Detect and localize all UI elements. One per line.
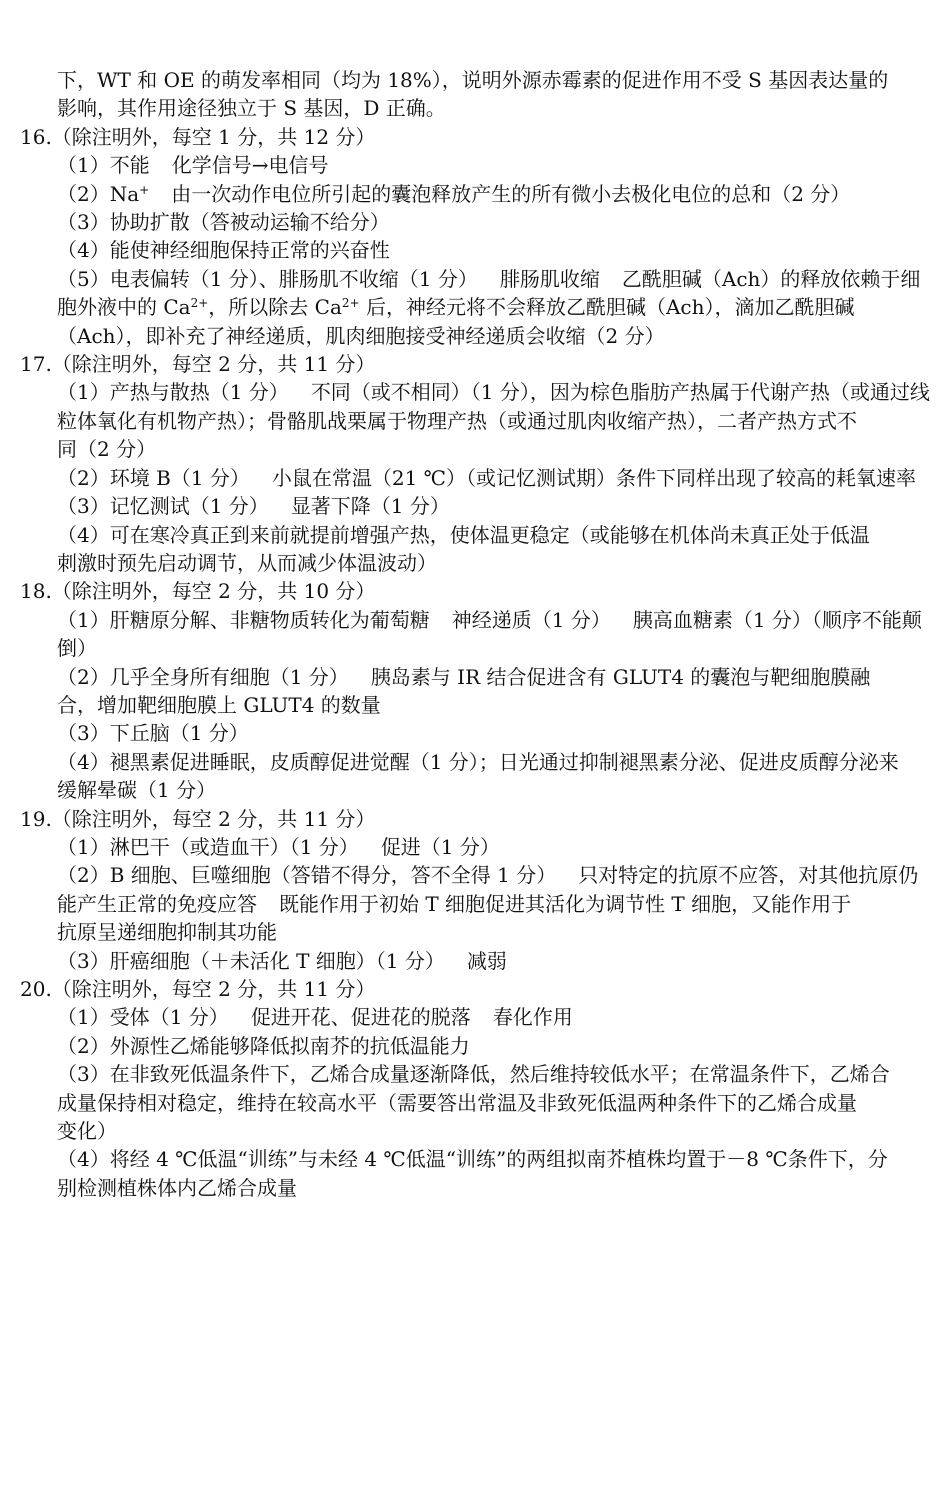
q16-part5	[20, 265, 932, 293]
q19-header: 19.（除注明外，每空 2 分，共 11 分）	[20, 806, 376, 831]
continuation-line: 下，WT 和 OE 的萌发率相同（均为 18%），说明外源赤霉素的促进作用不受 S 基因表达量的	[57, 68, 889, 92]
q19-part1	[20, 833, 932, 861]
answer-text: （2）Na	[57, 181, 140, 206]
answer-text: （2）几乎全身所有细胞（1 分）	[57, 664, 349, 689]
answer-text: 胰岛素与 IR 结合促进含有 GLUT4 的囊泡与靶细胞膜融	[370, 664, 871, 689]
q20-part2: （2）外源性乙烯能够降低拟南芥的抗低温能力	[57, 1033, 470, 1058]
q20-part3-cont: 成量保持相对稳定，维持在较高水平（需要答出常温及非致死低温两种条件下的乙烯合成量	[57, 1090, 857, 1115]
q18-part3: （3）下丘脑（1 分）	[57, 721, 249, 746]
q18-part4: （4）褪黑素促进睡眠，皮质醇促进觉醒（1 分）；日光通过抑制褪黑素分泌、促进皮质醇分泌来	[57, 749, 899, 774]
q17-part1	[20, 378, 932, 406]
q18-part2	[20, 663, 932, 691]
q17-part2	[20, 464, 932, 492]
q20-part3: （3）在非致死低温条件下，乙烯合成量逐渐降低，然后维持较低水平；在常温条件下，乙烯合	[57, 1062, 890, 1087]
answer-text: 由一次动作电位所引起的囊泡释放产生的所有微小去极化电位的总和（2 分）	[171, 181, 851, 206]
answer-text: 能产生正常的免疫应答	[57, 891, 257, 916]
q18-part1	[20, 606, 932, 634]
q17-part1-cont: 同（2 分）	[57, 437, 157, 462]
answer-text: （1）产热与散热（1 分）	[57, 380, 289, 405]
answer-text: 胰高血糖素（1 分）（顺序不能颠	[632, 607, 922, 632]
superscript: 2+	[341, 296, 360, 311]
q19-part3	[20, 947, 932, 975]
answer-text: 后，神经元将不会释放乙酰胆碱（Ach），滴加乙酰胆碱	[359, 295, 855, 320]
answer-text: 促进（1 分）	[380, 834, 500, 859]
answer-text: 腓肠肌收缩	[499, 266, 600, 291]
answer-text: 化学信号→电信号	[171, 153, 329, 178]
answer-content	[20, 66, 932, 1202]
q16-part1	[20, 151, 932, 179]
q16-part4: （4）能使神经细胞保持正常的兴奋性	[57, 238, 390, 263]
answer-text: 不同（或不相同）（1 分），因为棕色脂肪产热属于代谢产热（或通过线	[310, 380, 930, 405]
q17-header: 17.（除注明外，每空 2 分，共 11 分）	[20, 352, 376, 377]
q19-part2-cont	[20, 890, 932, 918]
q20-part4: （4）将经 4 ℃低温“训练”与未经 4 ℃低温“训练”的两组拟南芥植株均置于－8 ℃条件下，分	[57, 1147, 888, 1172]
q16-header: 16.（除注明外，每空 1 分，共 12 分）	[20, 124, 376, 149]
q18-part4-cont: 缓解晕碳（1 分）	[57, 778, 217, 803]
continuation-line: 影响，其作用途径独立于 S 基因，D 正确。	[57, 96, 446, 121]
answer-text: 胞外液中的 Ca	[57, 295, 191, 320]
answer-text: 乙酰胆碱（Ach）的释放依赖于细	[621, 266, 921, 291]
answer-text: （1）淋巴干（或造血干）（1 分）	[57, 834, 359, 859]
answer-text: （5）电表偏转（1 分）、腓肠肌不收缩（1 分）	[57, 266, 478, 291]
answer-text: 显著下降（1 分）	[290, 494, 450, 519]
q19-part2-cont: 抗原呈递细胞抑制其功能	[57, 920, 277, 945]
q19-part2	[20, 861, 932, 889]
q17-part4: （4）可在寒冷真正到来前就提前增强产热，使体温更稳定（或能够在机体尚未真正处于低温	[57, 522, 870, 547]
answer-text: 神经递质（1 分）	[451, 607, 611, 632]
answer-text: （2）B 细胞、巨噬细胞（答错不得分，答不全得 1 分）	[57, 863, 557, 888]
answer-text: 减弱	[466, 948, 507, 973]
q20-part3-cont: 变化）	[57, 1119, 117, 1144]
answer-text: 小鼠在常温（21 ℃）（或记忆测试期）条件下同样出现了较高的耗氧速率	[271, 465, 917, 490]
answer-text: （3）肝癌细胞（＋未活化 T 细胞）（1 分）	[57, 948, 445, 973]
answer-text: （1）肝糖原分解、非糖物质转化为葡萄糖	[57, 607, 430, 632]
q16-part2	[20, 180, 932, 208]
q17-part1-cont: 粒体氧化有机物产热）；骨骼肌战栗属于物理产热（或通过肌肉收缩产热），二者产热方式不	[57, 408, 857, 433]
q16-part3: （3）协助扩散（答被动运输不给分）	[57, 210, 390, 235]
q20-part4-cont: 别检测植株体内乙烯合成量	[57, 1175, 297, 1200]
answer-text: （1）不能	[57, 153, 150, 178]
q17-part4-cont: 刺激时预先启动调节，从而减少体温波动）	[57, 550, 437, 575]
q16-part5-cont	[20, 293, 932, 321]
answer-text: 促进开花、促进花的脱落	[250, 1005, 471, 1030]
q18-part1-cont: 倒）	[57, 636, 97, 661]
superscript: 2+	[190, 296, 209, 311]
q16-part5-cont: （Ach），即补充了神经递质，肌肉细胞接受神经递质会收缩（2 分）	[57, 323, 665, 348]
superscript: +	[139, 182, 150, 197]
q20-header: 20.（除注明外，每空 2 分，共 11 分）	[20, 977, 376, 1001]
answer-text: （2）环境 B（1 分）	[57, 465, 250, 490]
answer-text: 既能作用于初始 T 细胞促进其活化为调节性 T 细胞，又能作用于	[279, 891, 852, 916]
answer-text: 春化作用	[492, 1005, 573, 1030]
q17-part3	[20, 492, 932, 520]
q18-part2-cont: 合，增加靶细胞膜上 GLUT4 的数量	[57, 692, 381, 717]
q18-header: 18.（除注明外，每空 2 分，共 10 分）	[20, 579, 376, 604]
answer-text: ，所以除去 Ca	[208, 295, 342, 320]
answer-text: （1）受体（1 分）	[57, 1005, 229, 1030]
q20-part1	[20, 1003, 932, 1031]
answer-text: （3）记忆测试（1 分）	[57, 494, 269, 519]
answer-text: 只对特定的抗原不应答，对其他抗原仍	[578, 863, 919, 888]
